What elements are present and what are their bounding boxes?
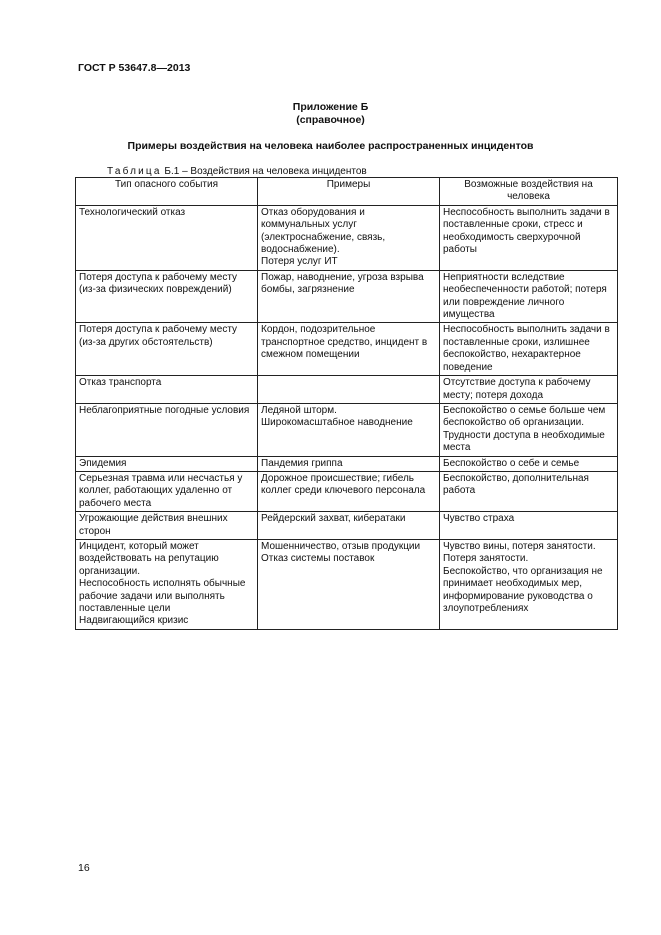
cell-text: Отказ транспорта [79, 377, 162, 389]
cell-text: Серьезная травма или несчастья у коллег, работающих удаленно от рабочего места [79, 472, 243, 509]
cell-text: Отсутствие доступа к рабочему месту; потеря дохода [443, 377, 591, 401]
impacts-cell [440, 403, 618, 456]
impacts-cell [440, 323, 618, 376]
cell-text: Технологический отказ [79, 206, 186, 218]
header-examples: Примеры [258, 178, 440, 206]
table-row [76, 456, 618, 471]
cell-text: Широкомасштабное наводнение [261, 417, 413, 429]
cell-text: Пандемия гриппа [261, 457, 343, 469]
event-type-cell [76, 205, 258, 270]
cell-text: Неспособность выполнить задачи в поставленные сроки, стресс и необходимость сверхурочной работы [443, 206, 610, 256]
cell-text: Эпидемия [79, 457, 127, 469]
cell-text: Беспокойство, что организация не принимает необходимых мер, информирование руководства о злоупотреблениях [443, 565, 603, 614]
impacts-cell [440, 539, 618, 629]
examples-cell [258, 403, 440, 456]
table-row [76, 471, 618, 511]
cell-text: Беспокойство о семье больше чем беспокойство об организации. [443, 404, 606, 429]
cell-text: Отказ оборудования и коммунальных услуг (электроснабжение, связь, водоснабжение). [261, 206, 386, 256]
cell-text: Неприятности вследствие необеспеченности работой; потеря или повреждение личного имущества [443, 271, 607, 321]
cell-text: Надвигающийся кризис [79, 615, 189, 627]
event-type-cell [76, 512, 258, 540]
impacts-cell [440, 270, 618, 323]
appendix-subtitle: (справочное) [296, 114, 365, 126]
examples-cell [258, 323, 440, 376]
impacts-cell [440, 456, 618, 471]
cell-text: Потеря занятости. [443, 553, 529, 565]
cell-text: Рейдерский захват, кибератаки [261, 513, 406, 525]
cell-text: Чувство вины, потеря занятости. [443, 540, 596, 552]
incident-impact-table [75, 177, 618, 630]
table-row [76, 539, 618, 629]
table-header-row [76, 178, 618, 206]
table-caption-text: Б.1 – Воздействия на человека инцидентов [161, 166, 367, 177]
examples-cell [258, 471, 440, 511]
cell-text: Трудности доступа в необходимые места [443, 429, 605, 454]
impacts-cell [440, 205, 618, 270]
cell-text: Кордон, подозрительное транспортное средство, инцидент в смежном помещении [261, 324, 428, 361]
cell-text: Беспокойство о себе и семье [443, 457, 580, 469]
event-type-cell [76, 270, 258, 323]
examples-cell [258, 376, 440, 404]
table-row [76, 323, 618, 376]
table-row [76, 270, 618, 323]
table-body [76, 205, 618, 629]
examples-cell [258, 512, 440, 540]
cell-text: Потеря услуг ИТ [261, 256, 338, 268]
cell-text: Отказ системы поставок [261, 553, 375, 565]
examples-cell [258, 205, 440, 270]
table-row [76, 205, 618, 270]
cell-text: Беспокойство, дополнительная работа [443, 472, 589, 497]
table-caption [107, 166, 367, 177]
event-type-cell [76, 403, 258, 456]
standard-number: ГОСТ Р 53647.8—2013 [78, 62, 191, 74]
cell-text: Угрожающие действия внешних сторон [79, 513, 228, 537]
cell-text: Чувство страха [443, 513, 515, 525]
impacts-cell [440, 471, 618, 511]
examples-cell [258, 270, 440, 323]
cell-text: Неспособность исполнять обычные рабочие задачи или выполнять поставленные цели [79, 578, 246, 614]
examples-cell [258, 539, 440, 629]
cell-text: Ледяной шторм. [261, 404, 337, 416]
event-type-cell [76, 539, 258, 629]
table-caption-prefix: Таблица [107, 166, 162, 177]
event-type-cell [76, 323, 258, 376]
header-event-type: Тип опасного события [76, 178, 258, 206]
cell-text: Неблагоприятные погодные условия [79, 404, 250, 416]
impacts-cell [440, 376, 618, 404]
event-type-cell [76, 376, 258, 404]
table-row [76, 376, 618, 404]
cell-text: Потеря доступа к рабочему месту (из-за других обстоятельств) [79, 324, 238, 348]
event-type-cell [76, 471, 258, 511]
cell-text: Инцидент, который может воздействовать на репутацию организации. [79, 540, 219, 577]
header-impacts: Возможные воздействия на человека [440, 178, 618, 206]
table-row [76, 403, 618, 456]
cell-text: Мошенничество, отзыв продукции [261, 540, 421, 552]
table-row [76, 512, 618, 540]
page-number: 16 [78, 862, 90, 874]
cell-text: Неспособность выполнить задачи в поставленные сроки, излишнее беспокойство, нехарактерное поведение [443, 324, 610, 373]
cell-text: Пожар, наводнение, угроза взрыва бомбы, загрязнение [261, 271, 424, 296]
event-type-cell [76, 456, 258, 471]
cell-text: Потеря доступа к рабочему месту (из-за физических повреждений) [79, 271, 238, 296]
section-heading: Примеры воздействия на человека наиболее распространенных инцидентов [127, 140, 534, 152]
cell-text: Дорожное происшествие; гибель коллег среди ключевого персонала [261, 472, 426, 497]
impacts-cell [440, 512, 618, 540]
appendix-title [0, 101, 661, 127]
appendix-label: Приложение Б [292, 101, 369, 113]
examples-cell [258, 456, 440, 471]
